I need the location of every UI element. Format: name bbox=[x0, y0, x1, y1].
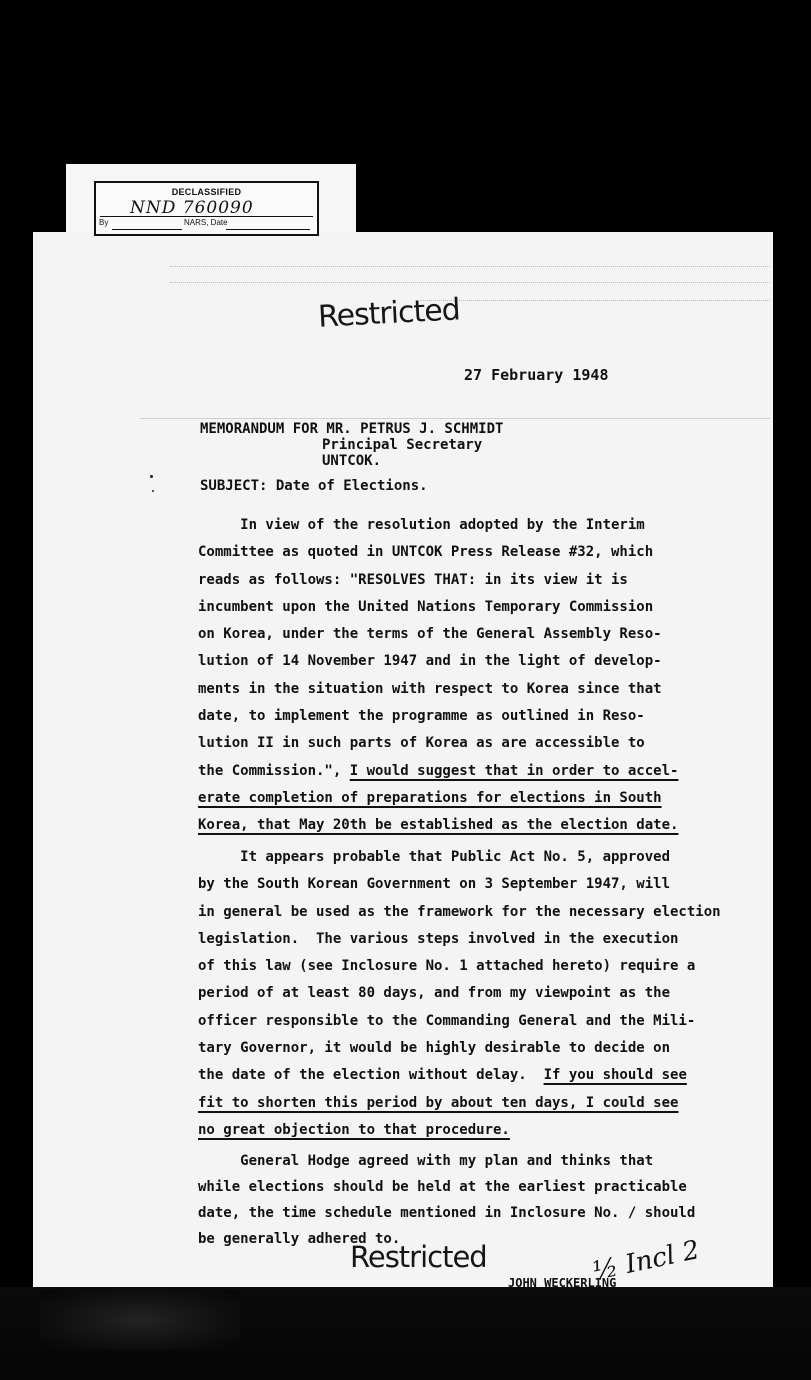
text-line bbox=[198, 1062, 721, 1089]
memo-organization: UNTCOK. bbox=[322, 453, 382, 469]
rule-line bbox=[170, 282, 770, 283]
text-line: In view of the resolution adopted by the Interim bbox=[198, 517, 645, 533]
text-line bbox=[198, 812, 678, 839]
underlined-text: no great objection to that procedure. bbox=[198, 1121, 510, 1138]
text-line: General Hodge agreed with my plan and thinks that bbox=[198, 1153, 654, 1169]
text-line: lution of 14 November 1947 and in the light of develop- bbox=[198, 653, 662, 670]
handwritten-annotation: ½ Incl 2 bbox=[590, 1235, 703, 1287]
memo-addressee: MEMORANDUM FOR MR. PETRUS J. SCHMIDT bbox=[200, 421, 504, 437]
text-line: tary Governor, it would be highly desirable to decide on bbox=[198, 1040, 671, 1057]
underlined-text: I would suggest that in order to accel- bbox=[349, 762, 679, 779]
text-line: while elections should be held at the earliest practicable bbox=[198, 1179, 687, 1195]
text-line bbox=[198, 1090, 721, 1117]
stamp-date-line bbox=[226, 229, 310, 230]
stamp-nars-label: NARS, Date bbox=[184, 218, 228, 227]
memo-subject: SUBJECT: Date of Elections. bbox=[200, 478, 428, 494]
text-line bbox=[198, 1117, 721, 1144]
text-line: on Korea, under the terms of the General Assembly Reso- bbox=[198, 626, 662, 643]
underlined-text: Korea, that May 20th be established as the election date. bbox=[198, 817, 679, 834]
signature-name: JOHN WECKERLING bbox=[508, 1276, 617, 1290]
rule-line bbox=[420, 300, 770, 301]
text-line: lution II in such parts of Korea as are accessible to bbox=[198, 735, 645, 752]
memo-header bbox=[200, 421, 503, 469]
smudge bbox=[40, 1290, 240, 1350]
speck bbox=[152, 490, 154, 492]
rule-line bbox=[170, 266, 770, 267]
stamp-divider bbox=[100, 216, 313, 217]
text-line: by the South Korean Government on 3 September 1947, will bbox=[198, 876, 671, 893]
text-line: legislation. The various steps involved in the execution bbox=[198, 930, 679, 947]
speck bbox=[150, 475, 153, 478]
text-line: of this law (see Inclosure No. 1 attached hereto) require a bbox=[198, 958, 696, 975]
restricted-marking-top: Restricted bbox=[317, 292, 461, 335]
stamp-by-label: By bbox=[99, 218, 109, 227]
rule-line bbox=[140, 418, 770, 419]
text-line: ments in the situation with respect to Korea since that bbox=[198, 680, 662, 697]
text-line: period of at least 80 days, and from my viewpoint as the bbox=[198, 985, 671, 1002]
text-line: Committee as quoted in UNTCOK Press Release #32, which bbox=[198, 544, 654, 561]
text-line: reads as follows: "RESOLVES THAT: in its view it is bbox=[198, 571, 628, 588]
text-line bbox=[198, 758, 678, 785]
text-line: in general be used as the framework for the necessary election bbox=[198, 903, 721, 920]
restricted-marking-bottom: Restricted bbox=[350, 1240, 487, 1274]
paragraph-3 bbox=[198, 1148, 695, 1252]
paragraph-2 bbox=[198, 844, 721, 1144]
text-plain: the Commission.", bbox=[198, 762, 350, 779]
text-line: incumbent upon the United Nations Temporary Commission bbox=[198, 598, 654, 615]
text-line: officer responsible to the Commanding General and the Mili- bbox=[198, 1012, 696, 1029]
stamp-heading: DECLASSIFIED bbox=[171, 187, 242, 197]
text-line: date, the time schedule mentioned in Inclosure No. / should bbox=[198, 1205, 696, 1221]
memo-date: 27 February 1948 bbox=[464, 366, 609, 384]
text-line bbox=[198, 785, 678, 812]
underlined-text: If you should see bbox=[543, 1067, 687, 1084]
paragraph-1 bbox=[198, 512, 678, 840]
text-line: date, to implement the programme as outlined in Reso- bbox=[198, 708, 645, 725]
stamp-authority: NND 760090 bbox=[130, 198, 254, 218]
declassified-stamp bbox=[94, 181, 319, 236]
memo-title: Principal Secretary bbox=[322, 437, 483, 453]
underlined-text: erate completion of preparations for elections in South bbox=[198, 789, 662, 806]
text-plain: the date of the election without delay. bbox=[198, 1067, 544, 1084]
text-line: be generally adhered to. bbox=[198, 1231, 401, 1247]
stamp-by-line bbox=[112, 229, 182, 230]
underlined-text: fit to shorten this period by about ten days, I could see bbox=[198, 1094, 679, 1111]
text-line: It appears probable that Public Act No. 5, approved bbox=[198, 849, 671, 865]
